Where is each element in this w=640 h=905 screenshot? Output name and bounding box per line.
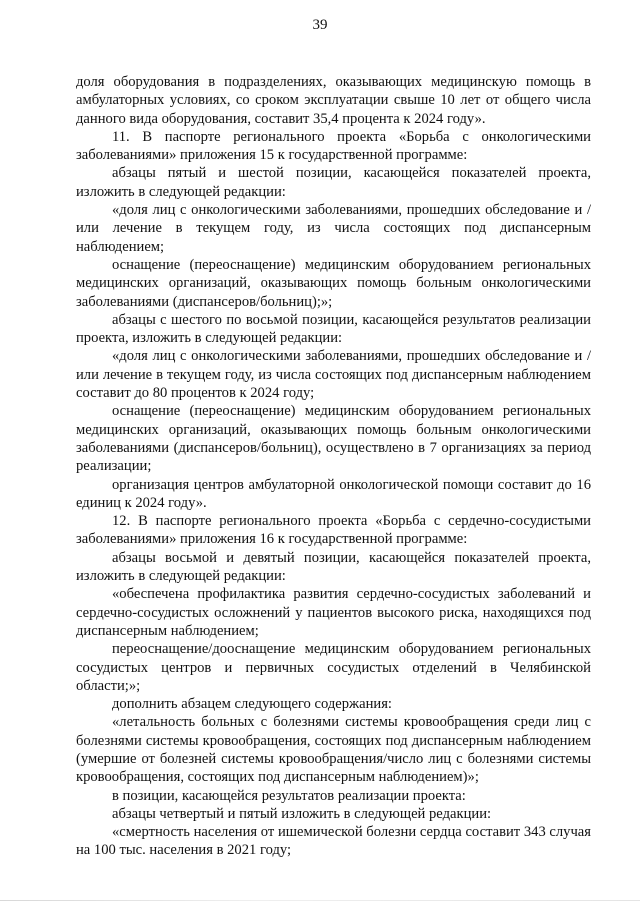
- paragraph: 11. В паспорте регионального проекта «Борьба с онкологическими заболеваниями» приложения 15 к государственной программе:: [76, 128, 591, 164]
- paragraph: абзацы с шестого по восьмой позиции, касающейся результатов реализации проекта, изложить в следующей редакции:: [76, 311, 591, 347]
- paragraph: организация центров амбулаторной онкологической помощи составит до 16 единиц к 2024 году».: [76, 476, 591, 511]
- paragraph: абзацы пятый и шестой позиции, касающейся показателей проекта, изложить в следующей редакции:: [76, 165, 591, 200]
- scan-edge-line: [0, 900, 640, 901]
- paragraph: оснащение (переоснащение) медицинским оборудованием региональных медицинских организаций, оказывающих помощь больным онкологическими заболеваниями (диспансеров/больниц), осуществлено в 7 организациях за период реализации;: [76, 403, 591, 475]
- paragraph: «доля лиц с онкологическими заболеваниями, прошедших обследование и /или лечение в текущем году, из числа состоящих под диспансерным наблюдением;: [76, 202, 591, 255]
- paragraph: «летальность больных с болезнями системы кровообращения среди лиц с болезнями системы кровообращения, состоящих под диспансерным наблюдением (умершие от болезней системы кровообращения/число лиц с болезнями системы кровообращения, состоящих под диспансерным наблюдением)»;: [76, 714, 591, 786]
- document-body: [76, 73, 591, 860]
- paragraph: «смертность населения от ишемической болезни сердца составит 343 случая на 100 тыс. населения в 2021 году;: [76, 824, 591, 859]
- paragraph: переоснащение/дооснащение медицинским оборудованием региональных сосудистых центров и первичных сосудистых отделений в Челябинской области;»;: [76, 641, 591, 694]
- paragraph: «доля лиц с онкологическими заболеваниями, прошедших обследование и /или лечение в текущем году, из числа состоящих под диспансерным наблюдением составит до 80 процентов к 2024 году;: [76, 348, 591, 402]
- paragraph: в позиции, касающейся результатов реализации проекта:: [112, 787, 466, 804]
- paragraph: оснащение (переоснащение) медицинским оборудованием региональных медицинских организаций, оказывающих помощь больным онкологическими заболеваниями (диспансеров/больниц);»;: [76, 256, 591, 310]
- paragraph: абзацы четвертый и пятый изложить в следующей редакции:: [112, 805, 492, 822]
- paragraph: «обеспечена профилактика развития сердечно-сосудистых заболеваний и сердечно-сосудистых осложнений у пациентов высокого риска, находящихся под диспансерным наблюдением;: [76, 586, 591, 639]
- page-number: 39: [312, 17, 328, 33]
- paragraph: дополнить абзацем следующего содержания:: [112, 696, 392, 713]
- paragraph: доля оборудования в подразделениях, оказывающих медицинскую помощь в амбулаторных условиях, со сроком эксплуатации свыше 10 лет от общего числа данного вида оборудования, составит 35,4 процента к 2024 году».: [76, 74, 591, 127]
- paragraph: 12. В паспорте регионального проекта «Борьба с сердечно-сосудистыми заболеваниями» приложения 16 к государственной программе:: [76, 513, 591, 548]
- paragraph: абзацы восьмой и девятый позиции, касающейся показателей проекта, изложить в следующей редакции:: [76, 549, 591, 585]
